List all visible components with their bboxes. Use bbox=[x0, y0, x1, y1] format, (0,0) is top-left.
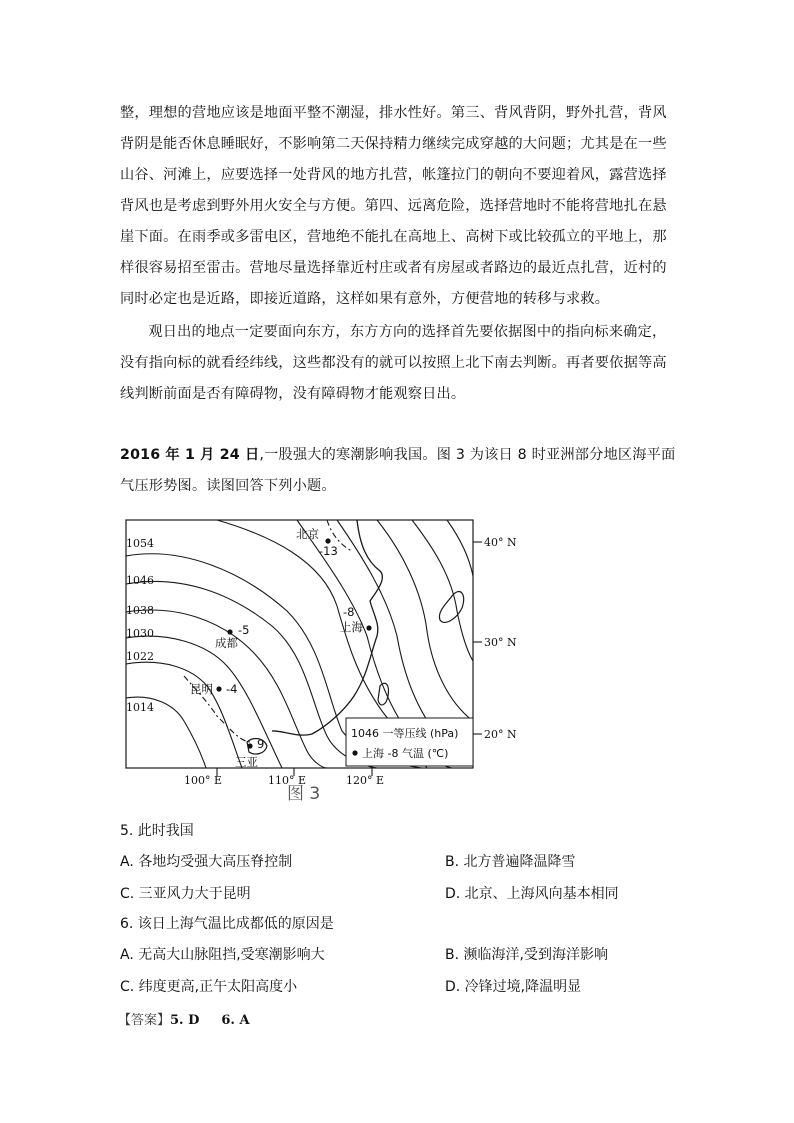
city-temp-beijing: -13 bbox=[319, 544, 338, 558]
isobar-line bbox=[126, 581, 377, 768]
answer-line bbox=[118, 1009, 250, 1028]
isobar-line bbox=[412, 520, 473, 661]
city-marker bbox=[247, 743, 252, 748]
city-temp-kunming: -4 bbox=[226, 682, 238, 696]
city-marker bbox=[325, 538, 330, 543]
city-name-shanghai: 上海 bbox=[340, 620, 363, 634]
lat-label: 40° N bbox=[484, 536, 517, 549]
intro-date: 2016 年 1 月 24 日 bbox=[120, 447, 260, 463]
question-6-stem: 6. 该日上海气温比成都低的原因是 bbox=[120, 916, 334, 932]
legend-isobar: 1046 一等压线 (hPa) bbox=[351, 727, 459, 740]
answer-6: 6. A bbox=[221, 1013, 250, 1028]
figure-caption: 图 3 bbox=[287, 784, 321, 804]
q5-option-c: C. 三亚风力大于昆明 bbox=[120, 886, 251, 902]
isobar-line bbox=[447, 520, 473, 576]
city-name-beijing: 北京 bbox=[296, 527, 319, 541]
lon-label: 110° E bbox=[268, 774, 307, 787]
map-legend bbox=[346, 718, 473, 766]
lon-label: 100° E bbox=[184, 774, 223, 787]
q6-option-c: C. 纬度更高,正午太阳高度小 bbox=[120, 979, 298, 995]
japan-coast bbox=[439, 592, 463, 623]
intro-text: ,一股强大的寒潮影响我国。图 3 为该日 8 时亚洲部分地区海平面气压形势图。读图回答下列小题。 bbox=[120, 447, 676, 494]
lon-label: 120° E bbox=[346, 774, 385, 787]
city-marker bbox=[227, 629, 232, 634]
city-temp-chengdu: -5 bbox=[238, 623, 250, 637]
legend-temp: 上海 -8 气温 (℃) bbox=[362, 747, 449, 760]
answer-label: 【答案】 bbox=[118, 1013, 171, 1028]
isobar-label: 1022 bbox=[126, 650, 154, 663]
isobar-line bbox=[126, 662, 242, 768]
isobar-label: 1054 bbox=[126, 537, 154, 550]
q5-option-a: A. 各地均受强大高压脊控制 bbox=[120, 854, 293, 870]
passage-paragraph-1: 整，理想的营地应该是地面平整不潮湿，排水性好。第三、背风背阴，野外扎营，背风背阴是能否休息睡眠好，不影响第二天保持精力继续完成穿越的大问题；尤其是在一些山谷、河滩上，应要选择一处背风的地方扎营，帐篷拉门的朝向不要迎着风，露营选择背风也是考虑到野外用火安全与方便。第四、远离危险，选择营地时不能将营地扎在悬崖下面。在雨季或多雷电区，营地绝不能扎在高地上、高树下或比较孤立的平地上，那样很容易招至雷击。营地尽量选择靠近村庄或者有房屋或者路边的最近点扎营，近村的同时必定也是近路，即接近道路，这样如果有意外，方便营地的转移与求救。 bbox=[120, 105, 667, 307]
isobar-label: 1014 bbox=[126, 701, 154, 714]
city-temp-sanya: 9 bbox=[257, 737, 265, 751]
city-temp-shanghai: -8 bbox=[343, 605, 355, 619]
q5-option-d: D. 北京、上海风向基本相同 bbox=[445, 886, 619, 902]
isobar-label: 1046 bbox=[126, 574, 154, 587]
q5-option-b: B. 北方普遍降温降雪 bbox=[445, 854, 576, 870]
q6-option-d: D. 冷锋过境,降温明显 bbox=[445, 979, 582, 995]
isobar-label: 1038 bbox=[126, 604, 154, 617]
city-name-sanya: 三亚 bbox=[235, 755, 258, 769]
q6-option-b: B. 濒临海洋,受到海洋影响 bbox=[445, 947, 608, 963]
city-marker bbox=[366, 625, 371, 630]
city-marker bbox=[216, 686, 221, 691]
passage-paragraph-2: 观日出的地点一定要面向东方，东方方向的选择首先要依据图中的指向标来确定，没有指向标的就看经纬线，这些都没有的就可以按照上北下南去判断。再者要依据等高线判断前面是否有障碍物，没有障碍物才能观察日出。 bbox=[120, 324, 667, 402]
city-name-chengdu: 成都 bbox=[215, 636, 238, 650]
answer-5: 5. D bbox=[170, 1013, 200, 1028]
lat-label: 20° N bbox=[484, 728, 517, 741]
question-5-stem: 5. 此时我国 bbox=[120, 823, 194, 839]
q6-option-a: A. 无高大山脉阻挡,受寒潮影响大 bbox=[120, 947, 325, 963]
lat-label: 30° N bbox=[484, 636, 517, 649]
city-name-kunming: 昆明 bbox=[190, 682, 213, 696]
pressure-map-figure bbox=[122, 516, 522, 806]
question-intro bbox=[120, 440, 680, 502]
isobar-label: 1030 bbox=[126, 627, 154, 640]
